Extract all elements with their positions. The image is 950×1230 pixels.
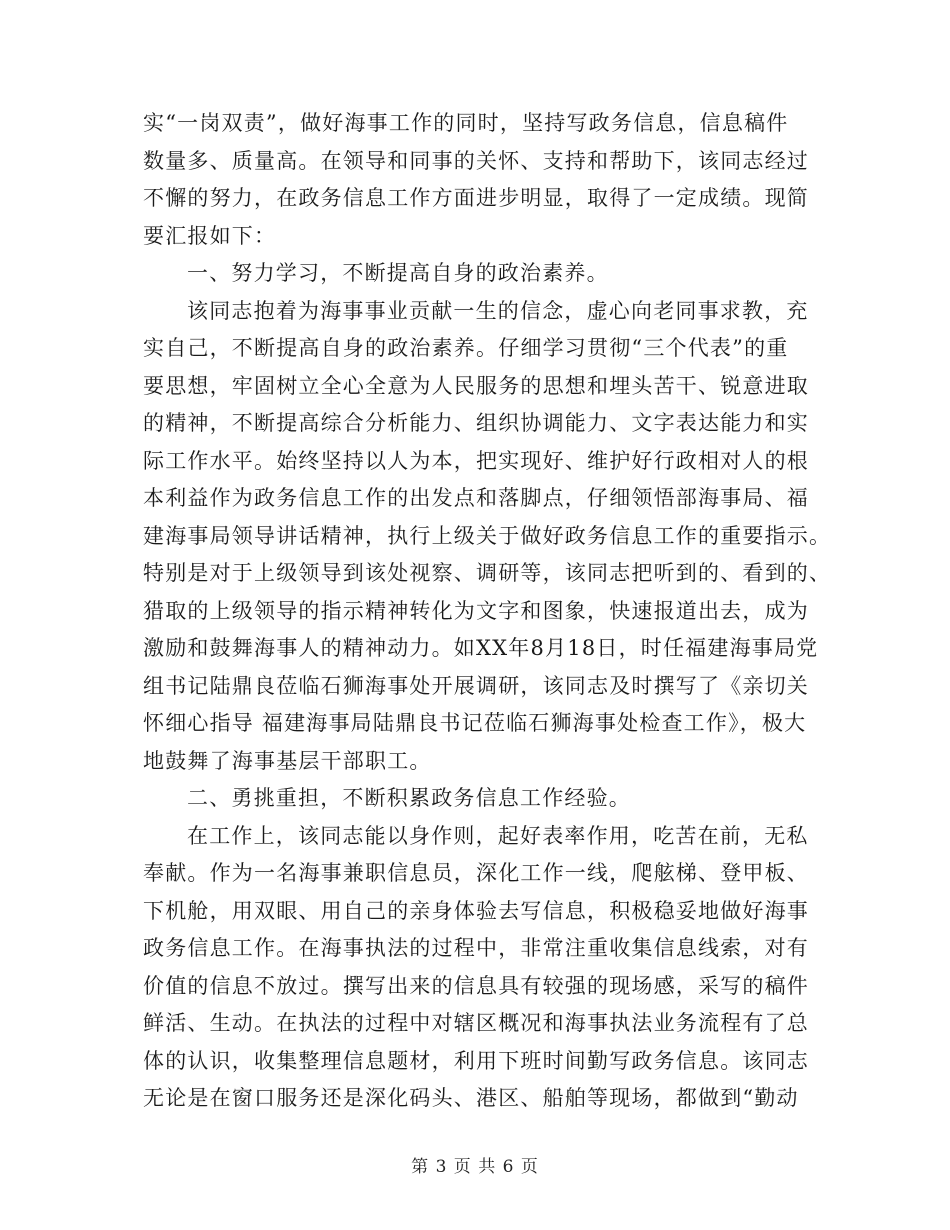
text-line: 在工作上，该同志能以身作则，起好表率作用，吃苦在前，无私 (187, 823, 809, 848)
text-line: 二、勇挑重担，不断积累政务信息工作经验。 (187, 786, 631, 810)
text-line: 的精神，不断提高综合分析能力、组织协调能力、文字表达能力和实 (143, 411, 809, 435)
text-line: 地鼓舞了海事基层干部职工。 (143, 748, 432, 773)
text-line: 无论是在窗口服务还是深化码头、港区、船舶等现场，都做到“勤动 (143, 1086, 799, 1110)
text-line: 一、努力学习，不断提高自身的政治素养。 (187, 261, 609, 285)
text-line: 价值的信息不放过。撰写出来的信息具有较强的现场感，采写的稿件 (143, 973, 809, 998)
page-number-footer: 第 3 页 共 6 页 (411, 1157, 539, 1177)
text-line: 实自己，不断提高自身的政治素养。仔细学习贯彻“三个代表”的重 (143, 336, 789, 360)
text-line: 要汇报如下： (143, 223, 277, 248)
document-body (143, 105, 832, 1118)
text-line: 组书记陆鼎良莅临石狮海事处开展调研，该同志及时撰写了《亲切关 (143, 673, 809, 698)
text-line: 怀细心指导 福建海事局陆鼎良书记莅临石狮海事处检查工作》，极大 (143, 711, 807, 735)
text-line: 下机舱，用双眼、用自己的亲身体验去写信息，积极稳妥地做好海事 (143, 898, 809, 923)
text-line: 本利益作为政务信息工作的出发点和落脚点，仔细领悟部海事局、福 (143, 486, 809, 510)
text-line: 鲜活、生动。在执法的过程中对辖区概况和海事执法业务流程有了总 (143, 1011, 809, 1035)
text-line: 激励和鼓舞海事人的精神动力。如XX年8月18日，时任福建海事局党 (143, 636, 819, 660)
text-line: 际工作水平。始终坚持以人为本，把实现好、维护好行政相对人的根 (143, 448, 809, 473)
text-line: 建海事局领导讲话精神，执行上级关于做好政务信息工作的重要指示。 (143, 523, 832, 548)
text-line: 实“一岗双责”，做好海事工作的同时，坚持写政务信息，信息稿件 (143, 111, 789, 135)
text-line: 猎取的上级领导的指示精神转化为文字和图象，快速报道出去，成为 (143, 598, 809, 623)
text-line: 要思想，牢固树立全心全意为人民服务的思想和埋头苦干、锐意进取 (143, 373, 809, 398)
text-line: 该同志抱着为海事事业贡献一生的信念，虚心向老同事求教，充 (187, 298, 809, 323)
text-line: 体的认识，收集整理信息题材，利用下班时间勤写政务信息。该同志 (143, 1048, 809, 1073)
text-line: 奉献。作为一名海事兼职信息员，深化工作一线，爬舷梯、登甲板、 (143, 861, 809, 885)
text-line: 政务信息工作。在海事执法的过程中，非常注重收集信息线索，对有 (143, 936, 809, 960)
text-line: 特别是对于上级领导到该处视察、调研等，该同志把听到的、看到的、 (143, 561, 832, 585)
text-line: 不懈的努力，在政务信息工作方面进步明显，取得了一定成绩。现简 (143, 186, 809, 210)
text-line: 数量多、质量高。在领导和同事的关怀、支持和帮助下，该同志经过 (143, 148, 809, 173)
